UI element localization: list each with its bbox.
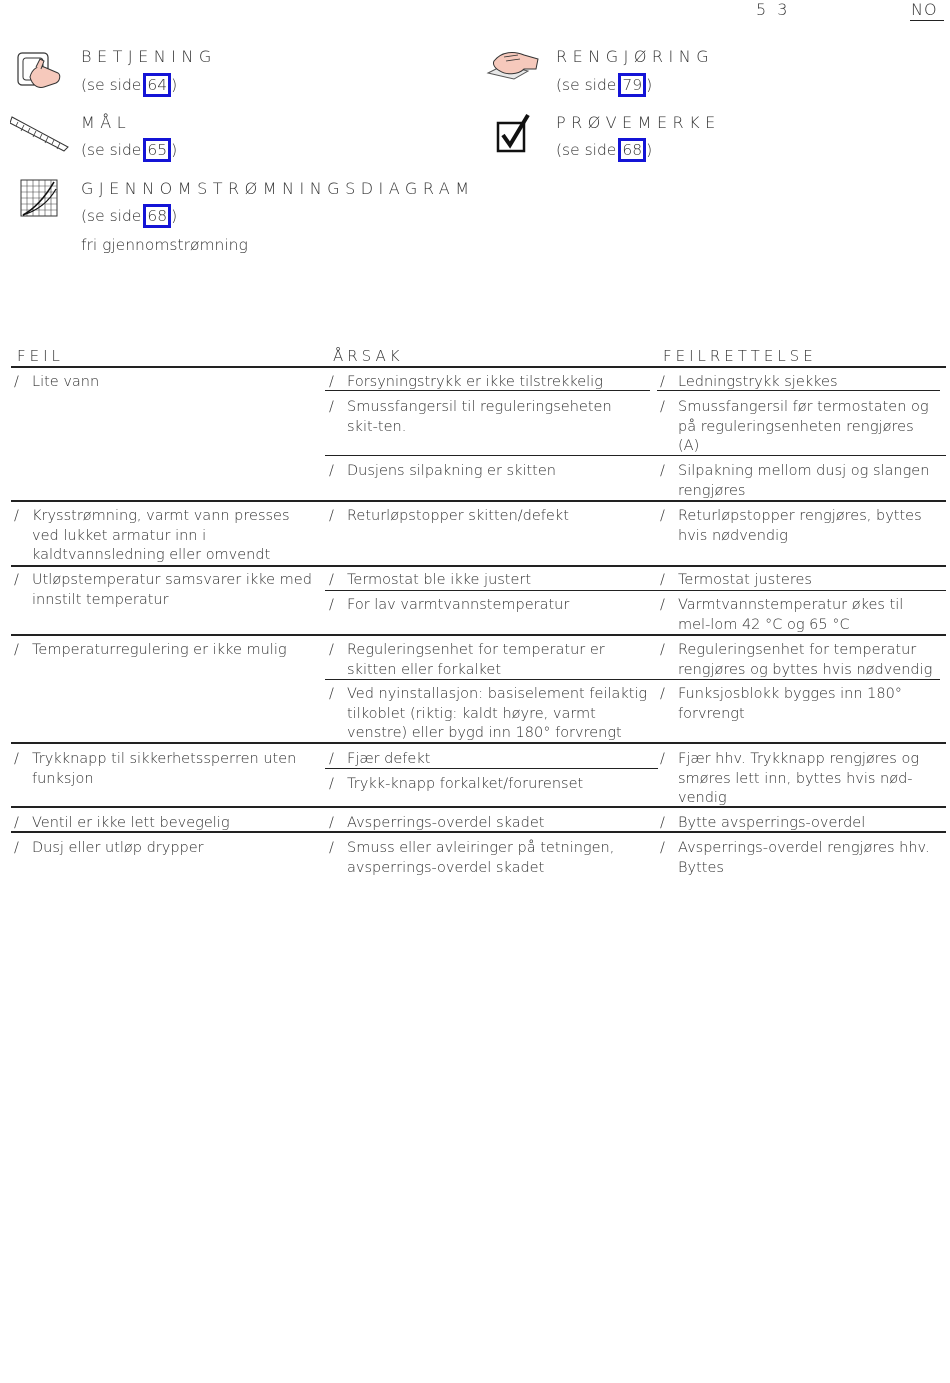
remedy-cell: / Ledningstrykk sjekkes [660,373,940,393]
bullet-slash: / [660,399,665,415]
reference-title: PRØVEMERKE [556,113,721,132]
page-ref-suffix: ) [171,141,178,159]
page-link[interactable]: 68 [618,138,646,162]
cause-cell: / Smussfangersil til reguleringseheten skit-ten. [329,399,612,435]
bullet-slash: / [14,751,19,767]
remedy-cell: / Funksjosblokk bygges inn 180° forvrengt [660,686,903,722]
page-link[interactable]: 64 [143,73,171,97]
bullet-slash: / [14,374,19,390]
reference-page-ref [81,204,177,228]
cause-cell: / Dusjens silpakning er skitten [329,462,649,482]
cause-cell: / For lav varmtvannstemperatur [329,596,649,616]
language-underline [910,20,944,21]
page-ref-suffix: ) [171,207,178,225]
bullet-slash: / [329,572,334,588]
page-ref-prefix: (se side [556,141,617,159]
page-number: 5 3 [756,0,791,19]
bullet-slash: / [329,463,334,479]
bullet-slash: / [14,508,19,524]
cause-cell: / Fjær defekt [329,750,649,770]
cause-cell: / Smuss eller avleiringer på tetningen, avsperrings-overdel skadet [329,840,615,876]
fault-cell: / Krysstrømning, varmt vann presses ved lukket armatur inn i kaldtvannsledning eller omvendt [14,508,290,563]
cause-cell: / Trykk-knapp forkalket/forurenset [329,775,649,795]
fault-cell: / Ventil er ikke lett bevegelig [14,814,314,834]
bullet-slash: / [660,751,665,767]
reference-title: BETJENING [81,47,217,66]
remedy-cell: / Returløpstopper rengjøres, byttes hvis nødvendig [660,508,922,544]
bullet-slash: / [660,374,665,390]
reference-operation [14,47,414,97]
bullet-slash: / [329,840,334,856]
cause-cell: / Forsyningstrykk er ikke tilstrekkelig [329,373,649,393]
remedy-cell: / Smussfangersil før termostaten og på reguleringsenheten rengjøres (A) [660,399,929,454]
reference-page-ref [556,73,652,97]
bullet-slash: / [329,686,334,702]
bullet-slash: / [14,572,19,588]
page-link[interactable]: 65 [143,138,171,162]
reference-page-ref [81,138,177,162]
remedy-cell: / Varmtvannstemperatur økes til mel-lom 42 °C og 65 °C [660,597,904,633]
fault-cell: / Utløpstemperatur samsvarer ikke med innstilt temperatur [14,572,312,608]
bullet-slash: / [329,399,334,415]
remedy-cell: / Termostat justeres [660,571,940,591]
column-header-remedy: FEILRETTELSE [663,347,817,365]
page-ref-prefix: (se side [81,76,142,94]
reference-title: MÅL [81,113,132,132]
hand-operating-icon [14,47,64,97]
page-ref-suffix: ) [646,76,653,94]
cause-cell: / Reguleringsenhet for temperatur er skitten eller forkalket [329,642,605,678]
bullet-slash: / [329,374,334,390]
language-code: NO [911,0,938,19]
page-link[interactable]: 79 [618,73,646,97]
bullet-slash: / [14,815,19,831]
free-flow-label: fri gjennomstrømning [81,236,248,254]
reference-title: GJENNOMSTRØMNINGSDIAGRAM [81,179,475,198]
reference-title: RENGJØRING [556,47,715,66]
bullet-slash: / [660,597,665,613]
bullet-slash: / [14,642,19,658]
page-ref-prefix: (se side [556,76,617,94]
flow-diagram-icon [20,179,60,223]
cause-cell: / Termostat ble ikke justert [329,571,649,591]
cause-cell: / Avsperrings-overdel skadet [329,814,649,834]
fault-cell: / Dusj eller utløp drypper [14,839,314,859]
cause-cell: / Returløpstopper skitten/defekt [329,507,649,527]
remedy-cell: / Reguleringsenhet for temperatur rengjøres og byttes hvis nødvendig [660,642,933,678]
bullet-slash: / [329,815,334,831]
bullet-slash: / [660,686,665,702]
ruler-icon [10,113,70,157]
bullet-slash: / [660,642,665,658]
reference-flow-diagram [20,179,480,229]
bullet-slash: / [329,751,334,767]
remedy-cell: / Bytte avsperrings-overdel [660,814,944,834]
checkbox-icon [496,113,532,157]
bullet-slash: / [329,597,334,613]
bullet-slash: / [660,508,665,524]
page-ref-prefix: (se side [81,207,142,225]
hand-cleaning-icon [484,47,544,93]
remedy-cell: / Silpakning mellom dusj og slangen rengjøres [660,463,930,499]
reference-cleaning [484,47,884,97]
remedy-cell: / Fjær hhv. Trykknapp rengjøres og smøres lett inn, byttes hvis nød-vendig [660,751,920,806]
column-header-cause: ÅRSAK [333,347,404,365]
page-ref-suffix: ) [646,141,653,159]
bullet-slash: / [329,508,334,524]
table-header-rule [11,366,946,368]
page-ref-suffix: ) [171,76,178,94]
remedy-cell: / Avsperrings-overdel rengjøres hhv. Byttes [660,840,930,876]
reference-dimensions [10,113,410,163]
reference-page-ref [556,138,652,162]
reference-test-mark [496,113,896,163]
fault-cell: / Trykknapp til sikkerhetssperren uten funksjon [14,751,297,787]
reference-page-ref [81,73,177,97]
column-header-fault: FEIL [17,347,64,365]
bullet-slash: / [660,815,665,831]
fault-cell: / Temperaturregulering er ikke mulig [14,641,314,661]
page-link[interactable]: 68 [143,204,171,228]
fault-cell: / Lite vann [14,373,314,393]
bullet-slash: / [329,642,334,658]
bullet-slash: / [660,463,665,479]
bullet-slash: / [329,776,334,792]
cause-cell: / Ved nyinstallasjon: basiselement feilaktig tilkoblet (riktig: kaldt høyre, varmt venstre) eller bygd inn 180° forvrengt [329,686,648,741]
page-ref-prefix: (se side [81,141,142,159]
bullet-slash: / [660,840,665,856]
bullet-slash: / [14,840,19,856]
bullet-slash: / [660,572,665,588]
